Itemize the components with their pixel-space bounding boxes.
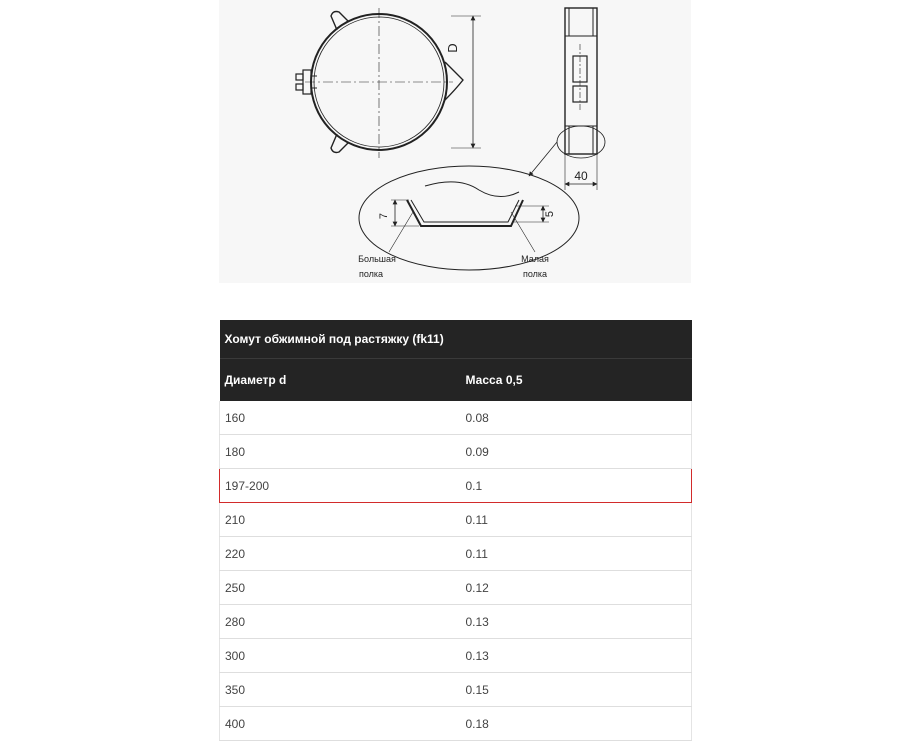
diameter-cell: 160 (220, 401, 461, 435)
technical-drawing (219, 0, 691, 283)
mass-cell: 0.08 (461, 401, 692, 435)
diameter-cell: 250 (220, 571, 461, 605)
mass-cell: 0.13 (461, 605, 692, 639)
table-row-highlighted (220, 469, 692, 503)
label-large-flange-line2: полка (358, 269, 384, 279)
diameter-cell: 300 (220, 639, 461, 673)
column-header-diameter: Диаметр d (220, 359, 461, 402)
table-caption-row (220, 320, 692, 359)
table-row (220, 673, 692, 707)
table-caption: Хомут обжимной под растяжку (fk11) (220, 320, 692, 359)
column-header-mass: Масса 0,5 (461, 359, 692, 402)
table-row (220, 707, 692, 741)
table-row (220, 571, 692, 605)
clamp-drawing-svg (219, 0, 691, 283)
mass-cell: 0.09 (461, 435, 692, 469)
label-small-flange-line1: Малая (521, 254, 549, 264)
diameter-cell: 350 (220, 673, 461, 707)
mass-cell: 0.11 (461, 503, 692, 537)
table-row (220, 605, 692, 639)
clamp-side-view (529, 8, 605, 190)
dim-width-label: 40 (574, 169, 588, 183)
diameter-cell: 180 (220, 435, 461, 469)
dim-diameter-label: D (445, 43, 460, 53)
label-small-flange-line2: полка (522, 269, 548, 279)
table-row (220, 435, 692, 469)
diameter-cell: 400 (220, 707, 461, 741)
mass-cell: 0.15 (461, 673, 692, 707)
table-row (220, 401, 692, 435)
table-row (220, 503, 692, 537)
mass-cell: 0.11 (461, 537, 692, 571)
mass-cell: 0.12 (461, 571, 692, 605)
diameter-cell: 220 (220, 537, 461, 571)
mass-cell: 0.13 (461, 639, 692, 673)
dim-large-flange-label: 7 (378, 212, 390, 220)
mass-cell: 0.1 (461, 469, 692, 503)
diameter-cell: 210 (220, 503, 461, 537)
table-row (220, 639, 692, 673)
dim-small-flange-label: 5 (544, 210, 556, 218)
diameter-cell: 197-200 (220, 469, 461, 503)
clamp-front-view (296, 8, 481, 158)
label-large-flange-line1: Большая (358, 254, 396, 264)
spec-table (219, 320, 692, 741)
mass-cell: 0.18 (461, 707, 692, 741)
table-header-row (220, 359, 692, 402)
table-row (220, 537, 692, 571)
diameter-cell: 280 (220, 605, 461, 639)
